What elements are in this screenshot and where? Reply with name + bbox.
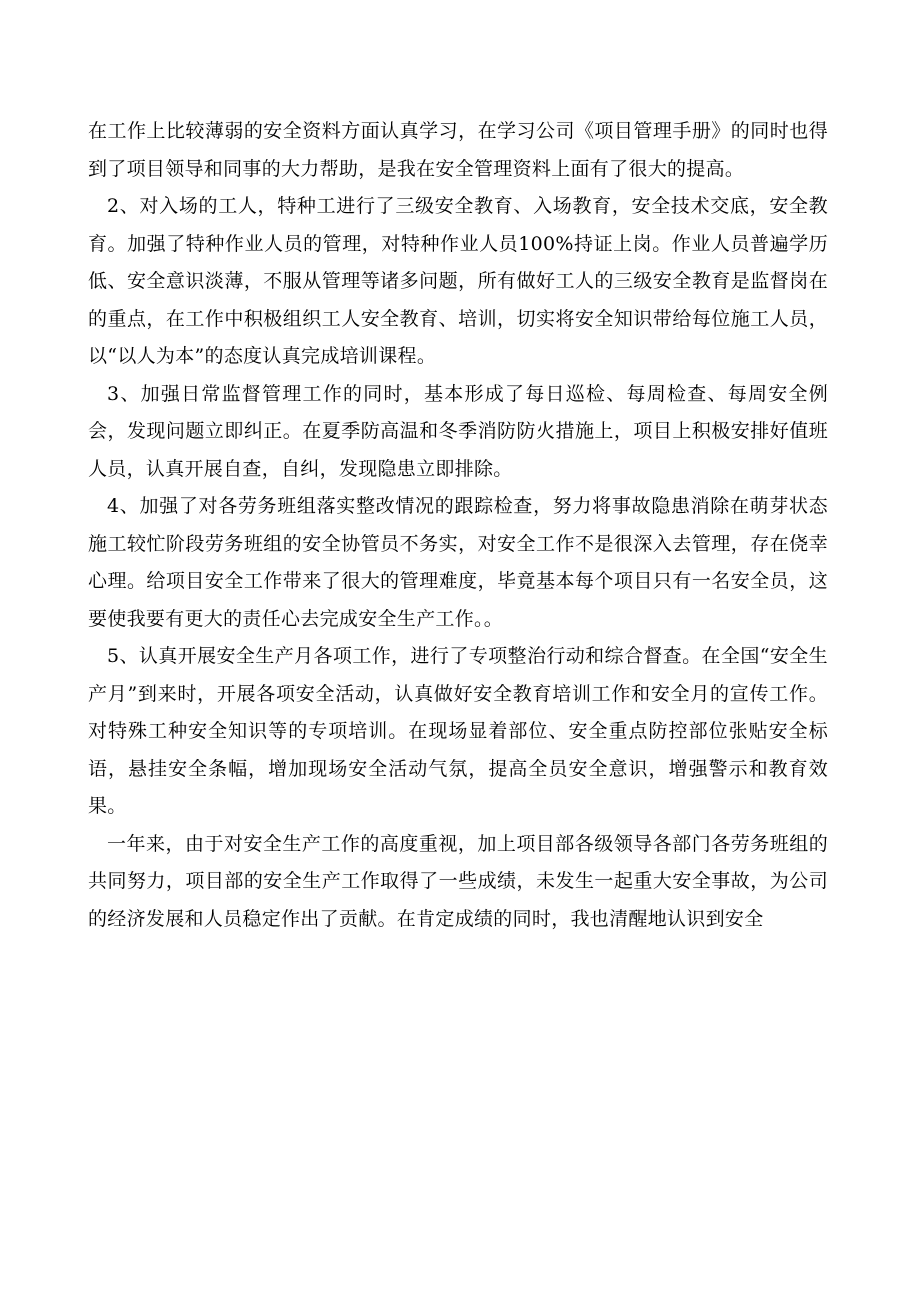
paragraph-summary: 一年来，由于对安全生产工作的高度重视，加上项目部各级领导各部门各劳务班组的共同努力，项目部的安全生产工作取得了一些成绩，未发生一起重大安全事故，为公司的经济发展和人员稳定作出了贡献。在肯定成绩的同时，我也清醒地认识到安全 (88, 832, 828, 930)
document-body (88, 113, 828, 938)
paragraph-item-3: 3、加强日常监督管理工作的同时，基本形成了每日巡检、每周检查、每周安全例会，发现问题立即纠正。在夏季防高温和冬季消防防火措施上，项目上积极安排好值班人员，认真开展自查，自纠，发现隐患立即排除。 (88, 382, 828, 480)
paragraph-item-2: 2、对入场的工人，特种工进行了三级安全教育、入场教育，安全技术交底，安全教育。加强了特种作业人员的管理，对特种作业人员100%持证上岗。作业人员普遍学历低、安全意识淡薄，不服从管理等诸多问题，所有做好工人的三级安全教育是监督岗在的重点，在工作中积极组织工人安全教育、培训，切实将安全知识带给每位施工人员，以“以人为本”的态度认真完成培训课程。 (88, 195, 828, 367)
paragraph-item-4: 4、加强了对各劳务班组落实整改情况的跟踪检查，努力将事故隐患消除在萌芽状态施工较忙阶段劳务班组的安全协管员不务实，对安全工作不是很深入去管理，存在侥幸心理。给项目安全工作带来了很大的管理难度，毕竟基本每个项目只有一名安全员，这要使我要有更大的责任心去完成安全生产工作。。 (88, 495, 828, 630)
paragraph-continued: 在工作上比较薄弱的安全资料方面认真学习，在学习公司《项目管理手册》的同时也得到了项目领导和同事的大力帮助，是我在安全管理资料上面有了很大的提高。 (88, 120, 828, 180)
paragraph-item-5: 5、认真开展安全生产月各项工作，进行了专项整治行动和综合督查。在全国“安全生产月”到来时，开展各项安全活动，认真做好安全教育培训工作和安全月的宣传工作。对特殊工种安全知识等的专项培训。在现场显着部位、安全重点防控部位张贴安全标语，悬挂安全条幅，增加现场安全活动气氛，提高全员安全意识，增强警示和教育效果。 (88, 645, 828, 817)
